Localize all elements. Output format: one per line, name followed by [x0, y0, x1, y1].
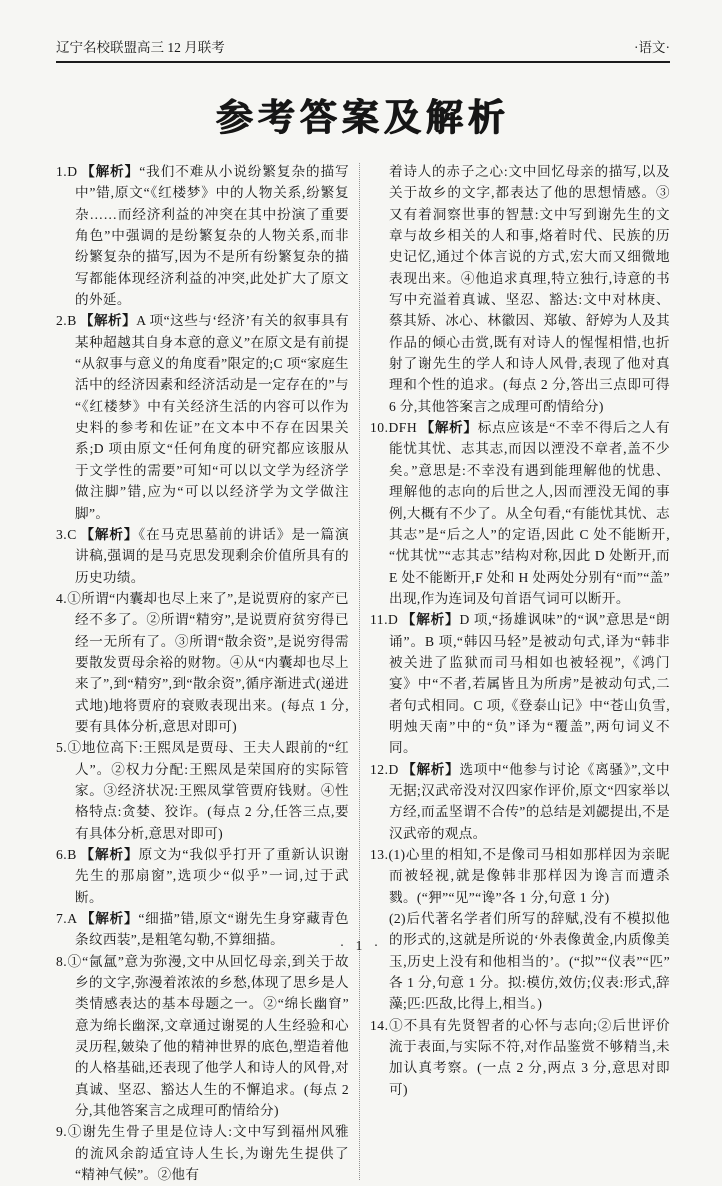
item-text: ①地位高下:王熙凤是贾母、王夫人跟前的“红人”。②权力分配:王熙凤是荣国府的实际管家。③经济状况:王熙凤掌管贾府钱财。④性格特点:贪婪、狡诈。(每点 2 分,任答三点,要有具体分析,意思对即可) [67, 740, 349, 841]
analysis-label: 【解析】 [79, 313, 137, 329]
item-text: ①所谓“内囊却也尽上来了”,是说贾府的家产已经不多了。②所谓“精穷”,是说贾府贫穷得已经一无所有了。③所谓“散余资”,是说穷得需要散发贾母余裕的财物。④从“内囊却也尽上来了”,到“精穷”,到“散余资”,循序渐进式(递进式地)地将贾府的衰败表现出来。(每点 1 分,要有具体分析,意思对即可) [67, 590, 349, 734]
answer-item-9-continuation [370, 161, 670, 417]
item-number: 8. [56, 953, 68, 969]
item-text: 着诗人的赤子之心:文中回忆母亲的描写,以及关于故乡的文字,都表达了他的思想情感。③又有着洞察世事的智慧:文中写到谢先生的文章与故乡相关的人和事,烙着时代、民族的历史记忆,通过个体言说的方式,宏大而又细微地表现出来。④他追求真理,特立独行,诗意的书写中充溢着真诚、坚忍、豁达:文中对林庚、蔡其矫、冰心、林徽因、郑敏、舒婷为人及其作品的倾心击赏,既有对诗人的惺惺相惜,也折射了谢先生的学人和诗人风骨,表现了他对真理和个性的追求。(每点 2 分,答出三点即可得 6 分,其他答案言之成理可酌情给分) [389, 164, 670, 414]
item-text: ①“氤氲”意为弥漫,文中从回忆母亲,到关于故乡的文字,弥漫着浓浓的乡愁,体现了思乡是人类情感表达的基本母题之一。②“绵长幽窅”意为绵长幽深,文章通过谢冕的人生经验和心灵历程,皴染了他的精神世界的底色,塑造着他的人格基础,还表现了他学人和诗人的风骨,对真诚、坚忍、豁达人生的不懈追求。(每点 2 分,其他答案言之成理可酌情给分) [67, 953, 349, 1119]
item-number: 10.DFH [370, 420, 418, 436]
item-text: ①谢先生骨子里是位诗人:文中写到福州风雅的流风余韵适宜诗人生长,为谢先生提供了“精神气候”。②他有 [67, 1124, 349, 1183]
item-number: 3.C [56, 526, 77, 542]
item-text: D 项,“扬雄讽味”的“讽”意思是“朗诵”。B 项,“韩囚马轻”是被动句式,译为“韩非被关进了监狱而司马相如也被轻视”,《鸿门宴》中“不者,若属皆且为所虏”是被动句式,二者句式相同。C 项,《登泰山记》中“苍山负雪,明烛天南”中的“负”译为“覆盖”,两句词义不同。 [389, 612, 670, 756]
item-number: 5. [56, 740, 68, 756]
item-text: ①不具有先贤智者的心怀与志向;②后世评价流于表面,与实际不符,对作品鉴赏不够精当,未加认真考察。(一点 2 分,两点 3 分,意思对即可) [388, 1017, 670, 1097]
item-number: 2.B [56, 313, 77, 329]
page-title: 参考答案及解析 [216, 97, 510, 138]
answer-columns [56, 161, 670, 1186]
item-text: “细描”错,原文“谢先生身穿藏青色条纹西装”,是粗笔勾勒,不算细描。 [75, 911, 349, 948]
answer-item-8 [56, 951, 349, 1122]
item-text-part2: (2)后代著名学者们所写的辞赋,没有不模拟他的形式的,这就是所说的‘外表像黄金,内质像美玉,历史上没有和他相当的’。(“拟”“仪表”“匹”各 1 分,句意 1 分。拟:模仿,效仿;仪表:形式,辞藻;匹:匹敌,比得上,相当。) [389, 911, 670, 1012]
item-number: 12.D [370, 761, 399, 777]
answer-item-3 [56, 524, 349, 588]
answer-item-14 [370, 1015, 670, 1100]
item-text: 原文为“我似乎打开了重新认识谢先生的那扇窗”,选项少“似乎”一词,过于武断。 [75, 847, 349, 905]
answer-item-10 [370, 417, 670, 609]
item-text: “我们不难从小说纷繁复杂的描写中”错,原文“《红楼梦》中的人物关系,纷繁复杂……而经济利益的冲突在其中扮演了重要角色”中强调的是纷繁复杂的人物关系,而非纷繁复杂的描写,因为不是所有纷繁复杂的描写都能体现经济利益的冲突,此处扩大了原文的外延。 [75, 164, 349, 308]
item-number: 1.D [56, 164, 78, 179]
answer-item-11 [370, 609, 670, 758]
column-divider [359, 163, 360, 1180]
item-number: 13. [370, 847, 389, 862]
item-number: 7.A [56, 911, 78, 927]
item-number: 9. [56, 1124, 68, 1140]
left-column [56, 161, 349, 1186]
analysis-label: 【解析】 [401, 612, 460, 628]
item-number: 14. [370, 1017, 389, 1033]
item-text-part1: (1)心里的相知,不是像司马相如那样因为亲昵而被轻视,就是像韩非那样因为谗言而遭杀戮。(“狎”“见”“谗”各 1 分,句意 1 分) [388, 847, 670, 905]
item-text: A 项“这些与‘经济’有关的叙事具有某种超越其自身本意的意义”在原文是有前提“从叙事与意义的角度看”限定的;C 项“家庭生活中的经济因素和经济活动是一定存在的”与“《红楼梦》中有关经济生活的内容可以作为史料的参考和佐证”在文本中不存在因果关系;D 项由原文“任何角度的研究都应该服从于文学性的需要”可知“可以以文学为经济学做注脚”错,应为“可以以经济学为文学做注脚”。 [75, 313, 349, 521]
analysis-label: 【解析】 [401, 761, 460, 777]
answer-item-5 [56, 737, 349, 844]
analysis-label: 【解析】 [79, 526, 139, 542]
item-text: 标点应该是“不幸不得后之人有能忧其忧、志其志,而因以湮没不章者,盖不少矣。”意思是:不幸没有遇到能理解他的忧患、理解他的志向的后世之人,因而湮没无闻的事例,大概有不少了。从全句看,“有能忧其忧、志其志”是“后之人”的定语,因此 C 处不能断开,“忧其忧”“志其志”结构对称,因此 D 处断开,而 E 处不能断开,F 处和 H 处两处分别有“而”“盖”出现,作为连词及句首语气词可以断开。 [389, 420, 671, 606]
analysis-label: 【解析】 [80, 911, 139, 927]
answer-item-6 [56, 844, 349, 908]
answer-item-9 [56, 1121, 349, 1185]
answer-item-4 [56, 588, 349, 737]
item-number: 6.B [56, 847, 77, 862]
answer-item-13 [370, 844, 670, 1015]
page-header [56, 36, 670, 63]
header-subject-label: ·语文· [634, 40, 670, 55]
page-number: · 1 · [339, 938, 383, 953]
header-exam-title: 辽宁名校联盟高三 12 月联考 [56, 40, 225, 55]
analysis-label: 【解析】 [420, 420, 478, 436]
answer-item-1 [56, 161, 349, 310]
item-number: 4. [56, 590, 68, 606]
item-number: 11.D [370, 612, 399, 628]
right-column [370, 161, 670, 1186]
item-text: 《在马克思墓前的讲话》是一篇演讲稿,强调的是马克思发现剩余价值所具有的历史功绩。 [75, 526, 349, 585]
analysis-label: 【解析】 [79, 847, 139, 862]
item-text: 选项中“他参与讨论《离骚》”,文中无据;汉武帝没对汉四家作评价,原文“四家举以方经,而孟坚谓不合传”的总结是刘勰提出,不是汉武帝的观点。 [389, 761, 670, 841]
answer-item-12 [370, 759, 670, 844]
analysis-label: 【解析】 [80, 164, 140, 179]
answer-item-2 [56, 310, 349, 523]
